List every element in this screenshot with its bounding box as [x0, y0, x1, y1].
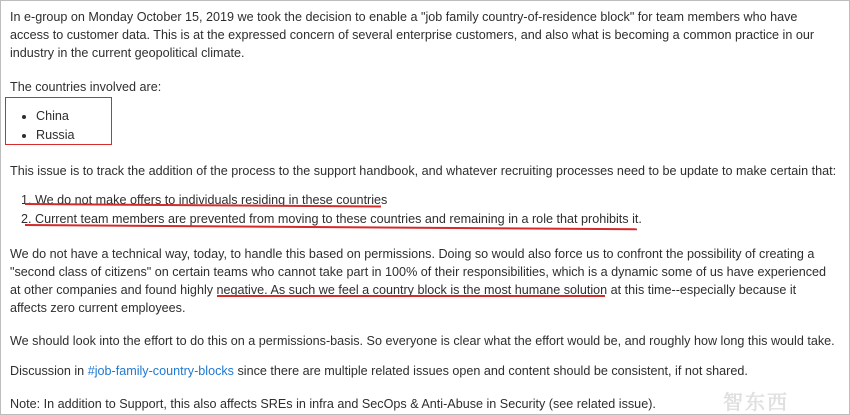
discussion-text: Discussion in — [10, 364, 88, 378]
countries-heading: The countries involved are: — [10, 80, 162, 94]
annotation-box — [5, 97, 112, 145]
requirements-list — [19, 191, 642, 229]
technical-text-end: --especially because it affects zero current employees. — [10, 283, 797, 315]
technical-paragraph — [10, 245, 836, 317]
list-item-china: • China — [36, 107, 75, 126]
discussion-text-end: since there are multiple related issues open and content should be consistent, if not shared. — [233, 364, 748, 378]
requirement-item: 2. Current team members are prevented from moving to these countries and remaining in a role that prohibits it. — [35, 210, 642, 229]
watermark: 智东西 — [723, 390, 789, 414]
effort-paragraph: We should look into the effort to do this on a permissions-basis. So everyone is clear what the effort would be, and roughly how long this would take. — [10, 334, 835, 348]
note-paragraph: Note: In addition to Support, this also affects SREs in infra and SecOps & Anti-Abuse in Security (see related issue). — [10, 397, 656, 411]
intro-paragraph: In e-group on Monday October 15, 2019 we took the decision to enable a "job family country-of-residence block" for team members who have access to customer data. This is at the expressed concern of several enterprise customers, and also what is becoming a common practice in our industry in the current geopolitical climate. — [10, 10, 815, 60]
annotation-underline — [217, 295, 605, 297]
discussion-paragraph — [10, 362, 748, 380]
issue-intro-paragraph: This issue is to track the addition of the process to the support handbook, and whatever recruiting processes need to be update to make certain that: — [10, 164, 837, 178]
requirement-item: 1. We do not make offers to individuals residing in these countries — [35, 191, 642, 210]
technical-text: We do not have a technical way, today, to handle this based on permissions. Doing so would also force us to confront the possibility of creating a "second class of citizens" on certain teams who cannot take part in 100% of their responsibilities, which is a dynamic some of us have experienced at other companies and found highly negative. — [10, 247, 827, 297]
channel-link[interactable]: #job-family-country-blocks — [87, 364, 234, 378]
highlighted-text: As such we feel a country block is the most humane solution at this time — [270, 283, 672, 297]
list-item-russia: • Russia — [36, 126, 75, 145]
